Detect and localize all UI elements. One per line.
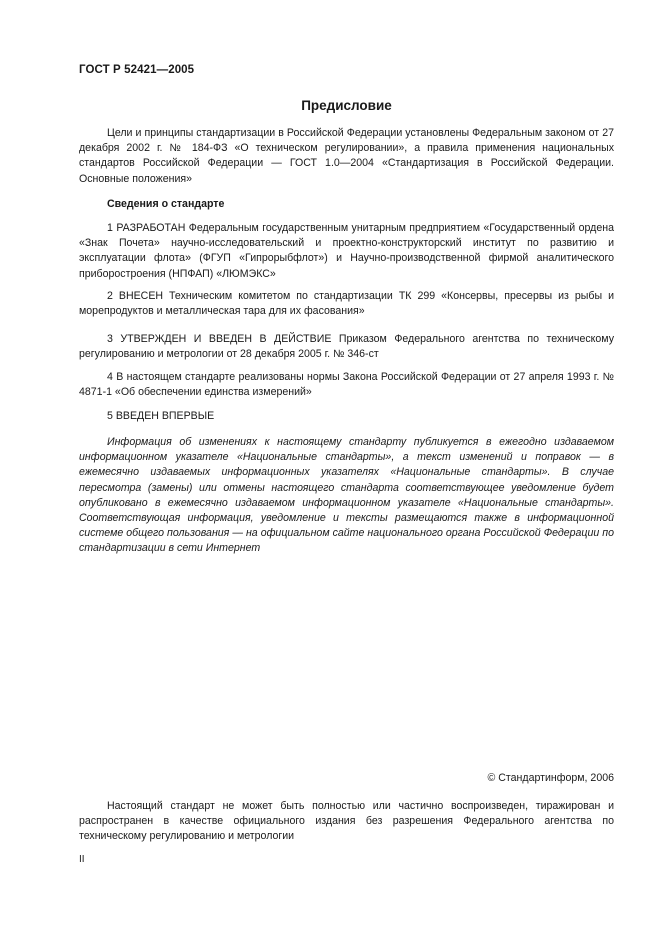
copyright: © Стандартинформ, 2006 — [487, 772, 614, 784]
item-submitted: 2 ВНЕСЕН Техническим комитетом по стандартизации ТК 299 «Консервы, пресервы из рыбы и морепродуктов и металлическая тара для их фасования» — [79, 290, 614, 318]
item-approved: 3 УТВЕРЖДЕН И ВВЕДЕН В ДЕЙСТВИЕ Приказом Федерального агентства по техническому регулированию и метрологии от 28 декабря 2005 г. № 346-ст — [79, 333, 614, 361]
info-heading: Сведения о стандарте — [107, 198, 225, 210]
standard-id-header: ГОСТ Р 52421—2005 — [79, 64, 195, 76]
item-norms: 4 В настоящем стандарте реализованы нормы Закона Российской Федерации от 27 апреля 1993 г. № 4871-1 «Об обеспечении единства измерений» — [79, 371, 614, 399]
reproduction-notice: Настоящий стандарт не может быть полностью или частично воспроизведен, тиражирован и распространен в качестве официального издания без разрешения Федерального агентства по техническому регулированию и метрологии — [79, 800, 614, 843]
preface-intro: Цели и принципы стандартизации в Российской Федерации установлены Федеральным законом от 27 декабря 2002 г. № 184-ФЗ «О техническом регулировании», а правила применения национальных стандартов Российской Федерации — ГОСТ 1.0—2004 «Стандартизация в Российской Федерации. Основные положения» — [79, 127, 614, 185]
preface-title: Предисловие — [301, 98, 392, 113]
item-first-introduced: 5 ВВЕДЕН ВПЕРВЫЕ — [107, 410, 215, 422]
changes-info: Информация об изменениях к настоящему стандарту публикуется в ежегодно издаваемом информационном указателе «Национальные стандарты», а текст изменений и поправок — в ежемесячно издаваемых информационных указателях «Национальные стандарты». В случае пересмотра (замены) или отмены настоящего стандарта соответствующее уведомление будет опубликовано в ежемесячно издаваемом информационном указателе «Национальные стандарты». Соответствующая информация, уведомление и тексты размещаются также в информационной системе общего пользования — на официальном сайте национального органа Российской Федерации по стандартизации в сети Интернет — [79, 436, 614, 555]
page-number: II — [79, 854, 85, 865]
item-developed: 1 РАЗРАБОТАН Федеральным государственным унитарным предприятием «Государственный ордена «Знак Почета» научно-исследовательский и проектно-конструкторский институт по развитию и эксплуатации флота» (ФГУП «Гипрорыбфлот») и Научно-производственной фирмой аналитического приборостроения (НПФАП) «ЛЮМЭКС» — [79, 222, 614, 280]
